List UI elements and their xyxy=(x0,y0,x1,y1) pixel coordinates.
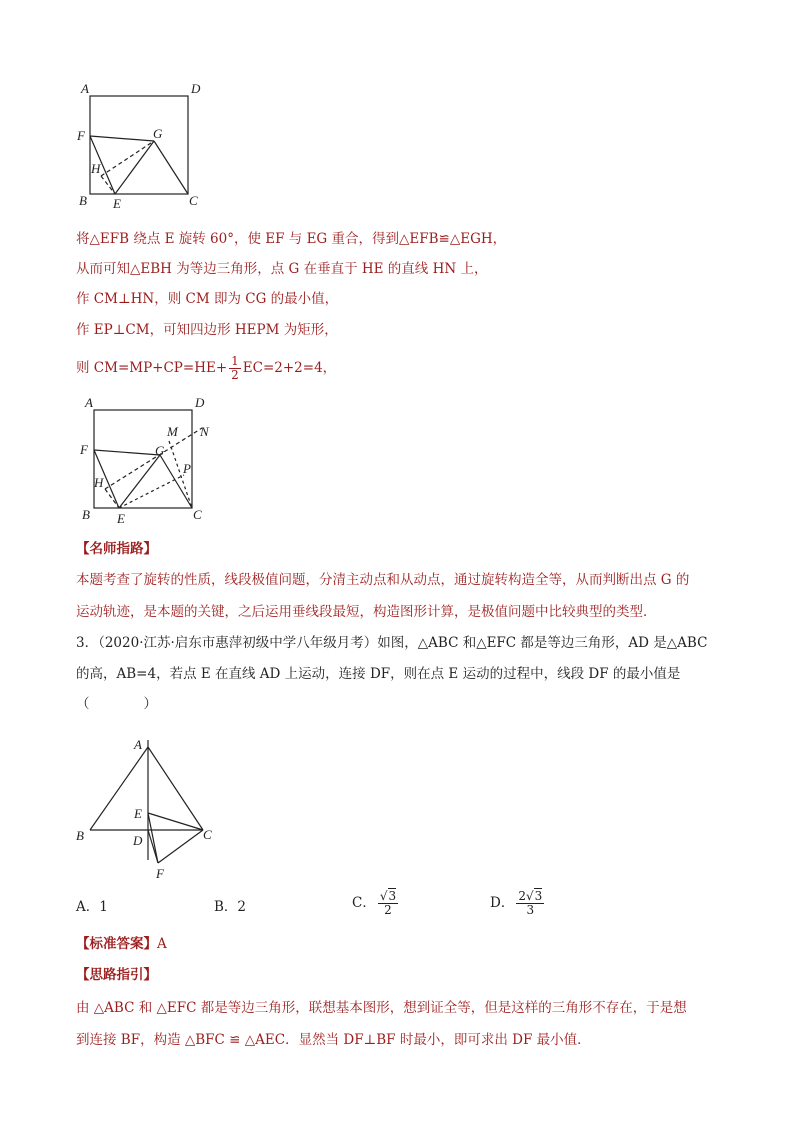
fig2-label-C: C xyxy=(193,507,202,522)
option-b-label: B． xyxy=(214,899,238,915)
option-a-value: 1 xyxy=(99,899,108,915)
fig3-label-D: D xyxy=(133,833,143,848)
hint-line-1: 由 △ABC 和 △EFC 都是等边三角形，联想基本图形，想到证全等，但是这样的三角形不存在，于是想 xyxy=(76,1000,687,1016)
option-a[interactable] xyxy=(76,897,108,917)
answer-value: A xyxy=(157,936,167,952)
fig2-label-D: D xyxy=(195,395,205,410)
fig1-label-H: H xyxy=(91,161,101,176)
fig1-label-G: G xyxy=(153,126,163,141)
question-3-line-1: 3．（2020·江苏·启东市惠萍初级中学八年级月考）如图，△ABC 和△EFC 都是等边三角形，AD 是△ABC xyxy=(76,635,708,651)
fig2-label-F: F xyxy=(80,442,88,457)
standard-answer xyxy=(76,934,167,954)
fig1-label-A: A xyxy=(81,81,89,96)
option-d-label: D． xyxy=(490,895,515,911)
teacher-tip-heading: 【名师指路】 xyxy=(76,541,157,557)
fig3-label-C: C xyxy=(203,827,212,842)
fig3-label-B: B xyxy=(76,828,84,843)
fig1-label-E: E xyxy=(113,196,121,211)
option-a-label: A． xyxy=(76,899,100,915)
fig2-label-B: B xyxy=(82,507,90,522)
solution-line-5-suffix: EC=2+2=4， xyxy=(242,360,337,376)
question-3-line-3: （ ） xyxy=(76,696,157,712)
figure-3 xyxy=(70,735,230,885)
solution-line-4: 作 EP⊥CM，可知四边形 HEPM 为矩形， xyxy=(76,322,338,338)
solution-line-5 xyxy=(76,355,336,382)
solution-line-2: 从而可知△EBH 为等边三角形，点 G 在垂直于 HE 的直线 HN 上， xyxy=(76,261,488,277)
solution-line-5-prefix: 则 CM=MP+CP=HE+ xyxy=(76,360,228,376)
option-b[interactable] xyxy=(214,897,246,917)
fig2-label-E: E xyxy=(117,511,125,526)
figure-1 xyxy=(72,78,212,213)
fig1-label-B: B xyxy=(79,193,87,208)
figure-2 xyxy=(76,393,226,528)
fig2-label-N: N xyxy=(200,424,209,439)
fig1-label-D: D xyxy=(191,81,201,96)
option-d-fraction: $\frac{2√3}{3}$ xyxy=(518,889,543,917)
teacher-tip-line-1: 本题考查了旋转的性质，线段极值问题，分清主动点和从动点，通过旋转构造全等，从而判断出点 G 的 xyxy=(76,572,690,588)
answer-heading: 【标准答案】 xyxy=(76,936,157,952)
sqrt-icon: √ xyxy=(525,889,534,903)
question-3-line-2: 的高，AB=4，若点 E 在直线 AD 上运动，连接 DF，则在点 E 运动的过程中，线段 DF 的最小值是 xyxy=(76,666,681,682)
option-c-label: C． xyxy=(352,895,376,911)
hint-line-2: 到连接 BF，构造 △BFC ≌ △AEC．显然当 DF⊥BF 时最小，即可求出 DF 最小值． xyxy=(76,1032,591,1048)
fig1-label-C: C xyxy=(189,193,198,208)
fig2-label-M: M xyxy=(167,424,178,439)
hint-heading: 【思路指引】 xyxy=(76,967,157,983)
fig2-label-A: A xyxy=(85,395,93,410)
option-d[interactable] xyxy=(490,890,546,917)
fig3-label-A: A xyxy=(134,737,142,752)
fig3-label-F: F xyxy=(156,866,164,881)
fig3-label-E: E xyxy=(134,806,142,821)
fig2-label-H: H xyxy=(94,475,104,490)
teacher-tip-line-2: 运动轨迹，是本题的关键，之后运用垂线段最短，构造图形计算，是极值问题中比较典型的类型． xyxy=(76,604,657,620)
fig2-label-P: P xyxy=(183,461,191,476)
option-b-value: 2 xyxy=(237,899,247,915)
fraction-half: $\frac{1}{2}$ xyxy=(231,354,239,382)
option-c[interactable] xyxy=(352,890,400,917)
fig1-label-F: F xyxy=(77,128,85,143)
solution-line-1: 将△EFB 绕点 E 旋转 60°，使 EF 与 EG 重合，得到△EFB≌△EGH， xyxy=(76,231,507,247)
solution-line-3: 作 CM⊥HN，则 CM 即为 CG 的最小值， xyxy=(76,291,339,307)
sqrt-icon: √ xyxy=(379,889,388,903)
option-c-fraction: $\frac{√3}{2}$ xyxy=(379,889,397,917)
fig2-label-G: G xyxy=(155,443,165,458)
